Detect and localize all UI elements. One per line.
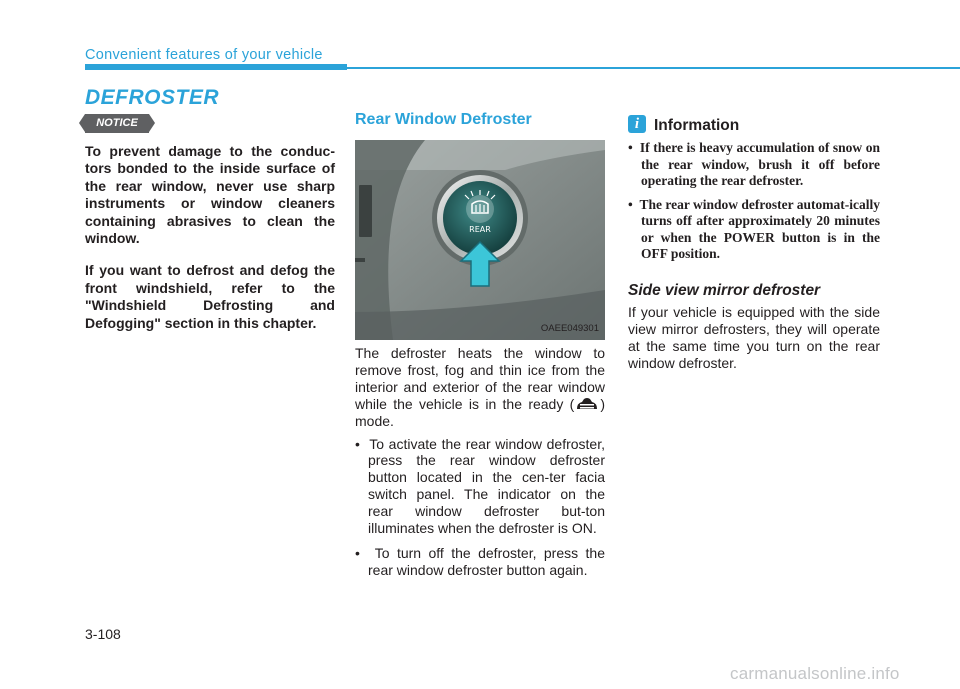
list-item: • To activate the rear window defroster, press the rear window defroster button located in the cen-ter facia switch panel. The indicator on the rear window defroster but-ton illuminates when the defroster is ON. [355, 435, 605, 537]
intro-paragraph [355, 345, 605, 430]
header-rule [85, 67, 960, 69]
list-item: • To turn off the defroster, press the rear window defroster button again. [355, 544, 605, 578]
notice-badge: NOTICE [85, 114, 149, 133]
chapter-header: Convenient features of your vehicle [85, 47, 323, 63]
information-list [628, 140, 880, 270]
list-item-text: If there is heavy accumulation of snow on the rear window, brush it off before operating the rear defroster. [639, 140, 880, 188]
notice-paragraph: If you want to defrost and defog the front windshield, refer to the "Windshield Defrosting and Defogging" section in this chapter. [85, 262, 335, 331]
mirror-defroster-title: Side view mirror defroster [628, 282, 821, 299]
list-item: • If there is heavy accumulation of snow on the rear window, brush it off before operating the rear defroster. [628, 140, 880, 188]
rear-defroster-body [355, 345, 605, 587]
list-item: • The rear window defroster automat-ically turns off after approximately 20 minutes or when the POWER button is in the OFF position. [628, 196, 880, 261]
list-item-text: To activate the rear window defroster, press the rear window defroster button located in the cen-ter facia switch panel. The indicator on the rear window defroster but-ton illuminates when the defroster is ON. [368, 435, 605, 537]
watermark: carmanualsonline.info [730, 664, 900, 683]
rear-defroster-title: Rear Window Defroster [355, 111, 532, 128]
intro-text-before: The defroster heats the window to remove frost, fog and thin ice from the interior and exterior of the rear window while the vehicle is in the ready ( [355, 345, 605, 412]
notice-paragraph: To prevent damage to the conduc-tors bonded to the inside surface of the rear window, never use sharp instruments or window cleaners containing abrasives to clean the window. [85, 143, 335, 247]
section-title: DEFROSTER [85, 86, 220, 109]
notice-text [85, 143, 335, 347]
intro-text-after: ) mode. [355, 395, 605, 429]
information-icon: i [628, 115, 646, 133]
defroster-button-figure [355, 140, 605, 340]
page-number: 3-108 [85, 626, 121, 642]
car-ready-icon [574, 397, 600, 412]
figure-code: OAEE049301 [540, 323, 599, 334]
defroster-panel-illustration [355, 140, 605, 340]
list-item-text: To turn off the defroster, press the rear window defroster button again. [368, 544, 605, 578]
information-title: Information [654, 117, 740, 134]
figure-button-label: REAR [469, 225, 491, 234]
mirror-defroster-text: If your vehicle is equipped with the side view mirror defrosters, they will operate at the same time you turn on the rear window defroster. [628, 304, 880, 371]
list-item-text: The rear window defroster automat-ically turns off after approximately 20 minutes or when the POWER button is in the OFF position. [639, 196, 880, 261]
